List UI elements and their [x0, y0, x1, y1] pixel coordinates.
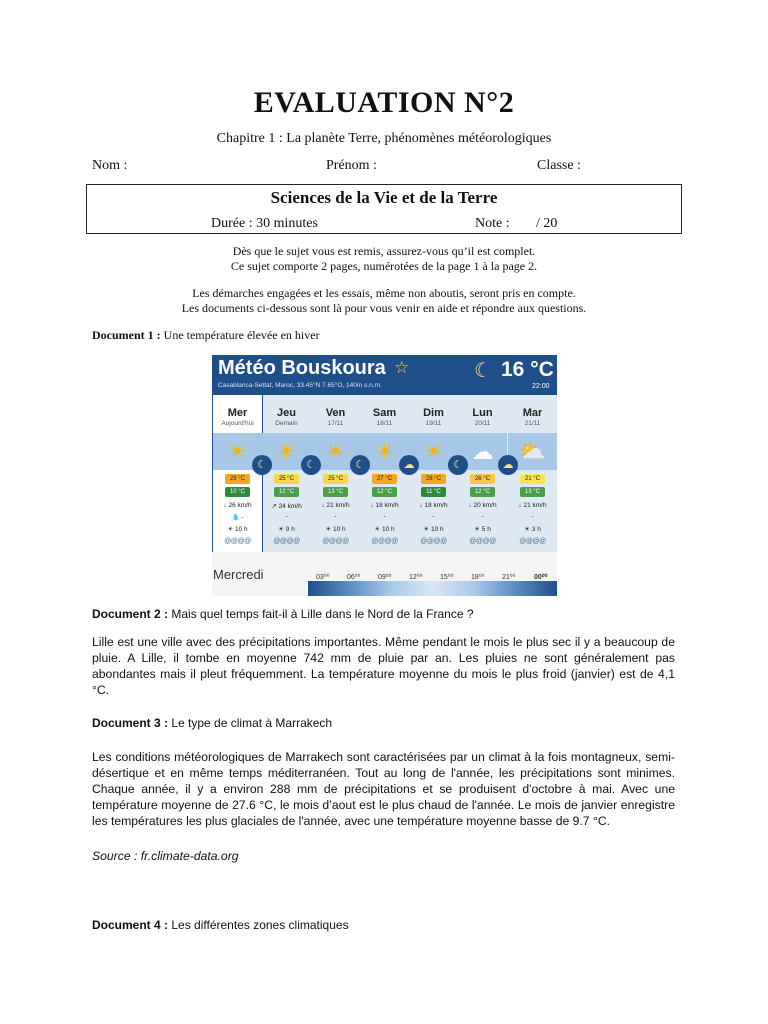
document-3-source: Source : fr.climate-data.org [92, 849, 239, 863]
document-1-title: Une température élevée en hiver [163, 328, 320, 342]
sunshine-hours: ☀ 3 h [524, 526, 541, 533]
nom-label: Nom : [92, 158, 128, 173]
document-4-title: Les différentes zones climatiques [171, 918, 349, 932]
sunshine-hours: ☀ 9 h [278, 526, 295, 533]
current-temperature: 16 °C [501, 358, 554, 381]
day-date: Aujourd'hui [221, 420, 254, 427]
day-name: Mar [522, 407, 543, 419]
day-name: Jeu [277, 407, 296, 419]
instruction-line: Ce sujet comporte 2 pages, numérotées de la page 1 à la page 2. [230, 259, 538, 273]
max-temperature: 26 °C [470, 474, 495, 484]
hour-label: 18⁰⁰ [471, 574, 485, 581]
hour-label: 21⁰⁰ [502, 574, 516, 581]
wind-speed: ↓ 18 km/h [419, 502, 448, 509]
max-temperature: 25 °C [274, 474, 299, 484]
hour-label: 03⁰⁰ [316, 574, 330, 581]
sun-icon: ☀ [409, 433, 458, 470]
precipitation: 💧 - [231, 514, 244, 521]
duration-label: Durée : 30 minutes [211, 216, 318, 231]
moon-icon: ☾ [350, 455, 370, 475]
document-3-label: Document 3 : [92, 716, 169, 730]
forecast-day[interactable] [409, 395, 458, 552]
document-4-heading [92, 918, 349, 932]
sun-icon: ☀ [311, 433, 360, 470]
min-temperature: 12 °C [274, 487, 299, 497]
wind-speed: ↗ 24 km/h [271, 503, 302, 510]
document-2-heading [92, 607, 474, 621]
weather-widget [212, 355, 557, 596]
day-name: Dim [423, 407, 444, 419]
favorite-star-icon[interactable]: ☆ [394, 358, 410, 377]
day-date: 20/11 [474, 420, 491, 427]
hour-label: 15⁰⁰ [440, 574, 454, 581]
day-date: 17/11 [327, 420, 344, 427]
max-temperature: 29 °C [225, 474, 250, 484]
forecast-day[interactable] [311, 395, 360, 552]
page-title: EVALUATION N°2 [253, 86, 515, 119]
document-2-label: Document 2 : [92, 607, 169, 621]
prenom-label: Prénom : [326, 158, 377, 173]
hourly-day-label: Mercredi [213, 567, 264, 582]
min-temperature: 13 °C [323, 487, 348, 497]
partly-cloudy-icon: ⛅ [508, 433, 557, 470]
instruction-line: Les démarches engagées et les essais, même non aboutis, seront pris en compte. [192, 286, 576, 300]
note-label: Note : [475, 216, 510, 231]
subject-box [86, 184, 682, 234]
classe-label: Classe : [537, 158, 581, 173]
precipitation: - [481, 513, 484, 520]
moon-icon: ☾ [252, 455, 272, 475]
day-date: Demain [275, 420, 298, 427]
forecast-day[interactable] [212, 395, 263, 552]
wind-speed: ↓ 26 km/h [223, 502, 252, 509]
document-1-label: Document 1 : [92, 328, 161, 342]
wind-speed: ↓ 20 km/h [468, 502, 497, 509]
sunshine-hours: ☀ 5 h [474, 526, 491, 533]
weather-location: Casablanca-Settat, Maroc, 33.45°N 7.65°O, 140m s.n.m. [218, 382, 382, 389]
min-temperature: 11 °C [421, 487, 446, 497]
weather-indicators: @@@@ [420, 538, 447, 545]
day-date: 19/11 [425, 420, 442, 427]
weather-indicators: @@@@ [273, 538, 300, 545]
max-temperature: 25 °C [323, 474, 348, 484]
max-temperature: 28 °C [421, 474, 446, 484]
document-3-paragraph: Les conditions météorologiques de Marrakech sont caractérisées par un climat à la fois montagneux, semi-désertique et en même temps méditerranéen. Tout au long de l'année, les précipitations sont minimes. Chaque année, il y a environ 288 mm de précipitations et se produisent d'octobre à mai. Avec une température moyenne de 27.6 °C, le mois d’aout est le plus chaud de l'année. Le mois de janvier enregistre les températures les plus glaciales de l'année, avec une température moyenne basse de 9.7 °C. [92, 750, 675, 828]
sunshine-hours: ☀ 10 h [374, 526, 395, 533]
document-2-paragraph: Lille est une ville avec des précipitations importantes. Même pendant le mois le plus sec il y a beaucoup de pluie. A Lille, il tombe en moyenne 742 mm de pluie par an. Les pluies ne sont généralement pas abondantes mais il pleut fréquemment. La température moyenne du mois le plus froid (janvier) est de 4,1 °C. [92, 635, 675, 697]
document-1-heading [92, 328, 320, 343]
day-name: Lun [472, 407, 493, 419]
moon-icon: ☾ [474, 360, 492, 382]
moon-icon: ☾ [301, 455, 321, 475]
hour-label: 12⁰⁰ [409, 574, 423, 581]
max-temperature: 27 °C [372, 474, 397, 484]
document-3-heading [92, 716, 332, 730]
min-temperature: 10 °C [225, 487, 250, 497]
wind-speed: ↓ 21 km/h [518, 502, 547, 509]
min-temperature: 13 °C [520, 487, 545, 497]
min-temperature: 12 °C [372, 487, 397, 497]
forecast-day[interactable] [508, 395, 557, 552]
min-temperature: 12 °C [470, 487, 495, 497]
sun-icon: ☀ [262, 433, 311, 470]
hourly-strip [308, 581, 557, 596]
wind-speed: ↓ 21 km/h [321, 502, 350, 509]
sun-icon: ☀ [213, 433, 262, 470]
sunshine-hours: ☀ 10 h [423, 526, 444, 533]
weather-indicators: @@@@ [519, 538, 546, 545]
hour-label: 06⁰⁰ [347, 574, 361, 581]
document-4-label: Document 4 : [92, 918, 169, 932]
note-total: / 20 [536, 216, 558, 231]
hour-label: 09⁰⁰ [378, 574, 392, 581]
precipitation: - [531, 513, 534, 520]
cloud-icon: ☁ [498, 455, 518, 475]
document-3-title: Le type de climat à Marrakech [171, 716, 333, 730]
day-date: 21/11 [524, 420, 541, 427]
precipitation: - [334, 513, 337, 520]
max-temperature: 21 °C [520, 474, 545, 484]
weather-header [212, 355, 557, 395]
chapter-subtitle: Chapitre 1 : La planète Terre, phénomènes météorologiques [216, 131, 552, 146]
current-time: 22:00 [532, 383, 550, 390]
precipitation: - [432, 513, 435, 520]
moon-icon: ☾ [448, 455, 468, 475]
subject-title: Sciences de la Vie et de la Terre [270, 188, 498, 207]
day-date: 18/11 [376, 420, 393, 427]
instruction-line: Les documents ci-dessous sont là pour vous venir en aide et répondre aux questions. [181, 301, 587, 315]
weather-indicators: @@@@ [371, 538, 398, 545]
day-name: Mer [227, 407, 248, 419]
wind-speed: ↓ 18 km/h [370, 502, 399, 509]
sun-icon: ☀ [360, 433, 409, 470]
forecast-day[interactable] [360, 395, 409, 552]
document-2-title: Mais quel temps fait-il à Lille dans le Nord de la France ? [171, 607, 474, 621]
day-name: Ven [325, 407, 346, 419]
cloud-icon: ☁ [399, 455, 419, 475]
sunshine-hours: ☀ 10 h [227, 526, 248, 533]
precipitation: - [383, 513, 386, 520]
weather-indicators: @@@@ [322, 538, 349, 545]
weather-indicators: @@@@ [224, 538, 251, 545]
cloud-icon: ☁ [458, 433, 507, 470]
forecast-day[interactable] [262, 395, 311, 552]
weather-city: Météo Bouskoura [218, 357, 386, 379]
precipitation: - [285, 513, 288, 520]
sunshine-hours: ☀ 10 h [325, 526, 346, 533]
instruction-line: Dès que le sujet vous est remis, assurez-vous qu’il est complet. [232, 244, 536, 258]
hour-label: 00⁰⁰ [534, 574, 548, 581]
day-name: Sam [372, 407, 397, 419]
weather-indicators: @@@@ [469, 538, 496, 545]
forecast-day[interactable] [458, 395, 507, 552]
